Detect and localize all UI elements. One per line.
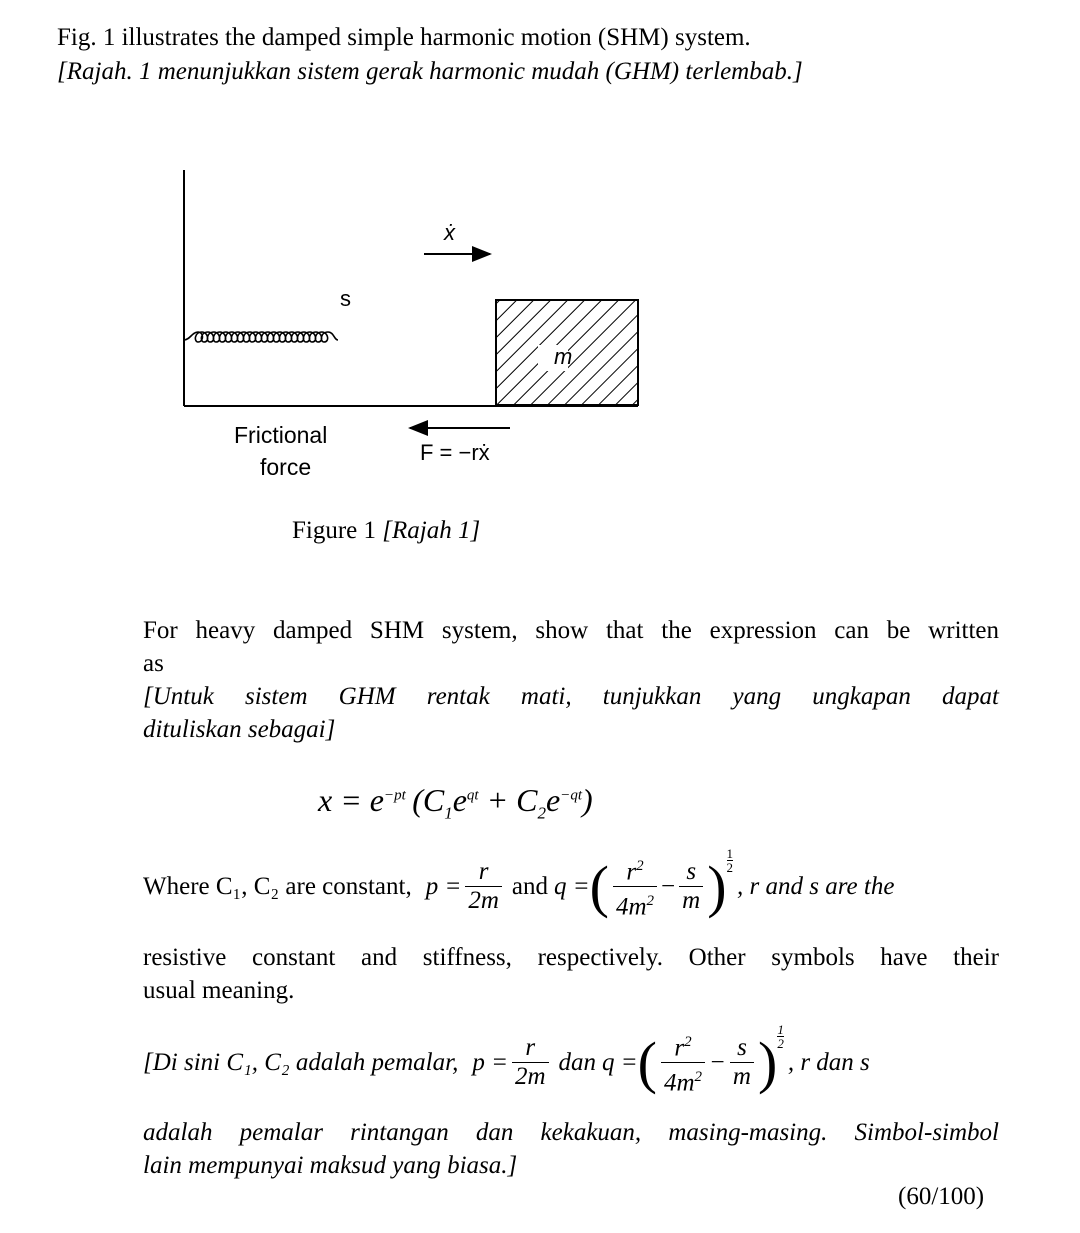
velocity-label: ẋ — [444, 220, 455, 245]
figure-caption: Figure 1 [Rajah 1] — [292, 517, 481, 544]
intro-malay: [Rajah. 1 menunjukkan sistem gerak harmonic mudah (GHM) terlembab.] — [57, 58, 803, 85]
force-label: F = −rẋ — [420, 440, 490, 465]
mass-label: m — [554, 344, 573, 369]
spring-label: s — [340, 286, 351, 311]
where-english: Where C₁, C₂ are constant, p = $\frac{r}{2m}$ and q = ( $\frac{r^2}{4m^2}$ − $\frac{s}{m}$ ) 1 2 , r and s are the — [143, 846, 895, 921]
marks: (60/100) — [898, 1183, 985, 1210]
question-line1: For heavy damped SHM system, show that the expression can be written — [143, 617, 999, 644]
where-malay: [Di sini C₁, C₂ adalah pemalar, p = $\frac{r}{2m}$ dan q = ( $\frac{r^2}{4m^2}$ − $\frac{s}{m}$ ) 1 2 , r dan s — [143, 1022, 870, 1097]
where-malay-line2: adalah pemalar rintangan dan kekakuan, masing-masing. Simbol-simbol — [143, 1119, 999, 1146]
where-malay-line3: lain mempunyai maksud yang biasa.] — [143, 1152, 518, 1179]
main-equation: $x = e^{-pt}$ $(C_1e^{qt} + C_2e^{-qt})$ — [318, 782, 593, 823]
spring — [184, 332, 338, 342]
shm-diagram — [140, 150, 660, 490]
intro-english: Fig. 1 illustrates the damped simple harmonic motion (SHM) system. — [57, 24, 751, 51]
question-malay-line2: dituliskan sebagai] — [143, 716, 336, 743]
friction-label-line2: force — [260, 454, 312, 480]
shm-figure — [140, 150, 660, 490]
friction-label-line1: Frictional — [234, 422, 328, 448]
where-english-line3: usual meaning. — [143, 977, 295, 1004]
question-malay-line1: [Untuk sistem GHM rentak mati, tunjukkan yang ungkapan dapat — [143, 683, 999, 710]
question-line2: as — [143, 650, 164, 677]
where-english-line2: resistive constant and stiffness, respectively. Other symbols have their — [143, 944, 999, 971]
